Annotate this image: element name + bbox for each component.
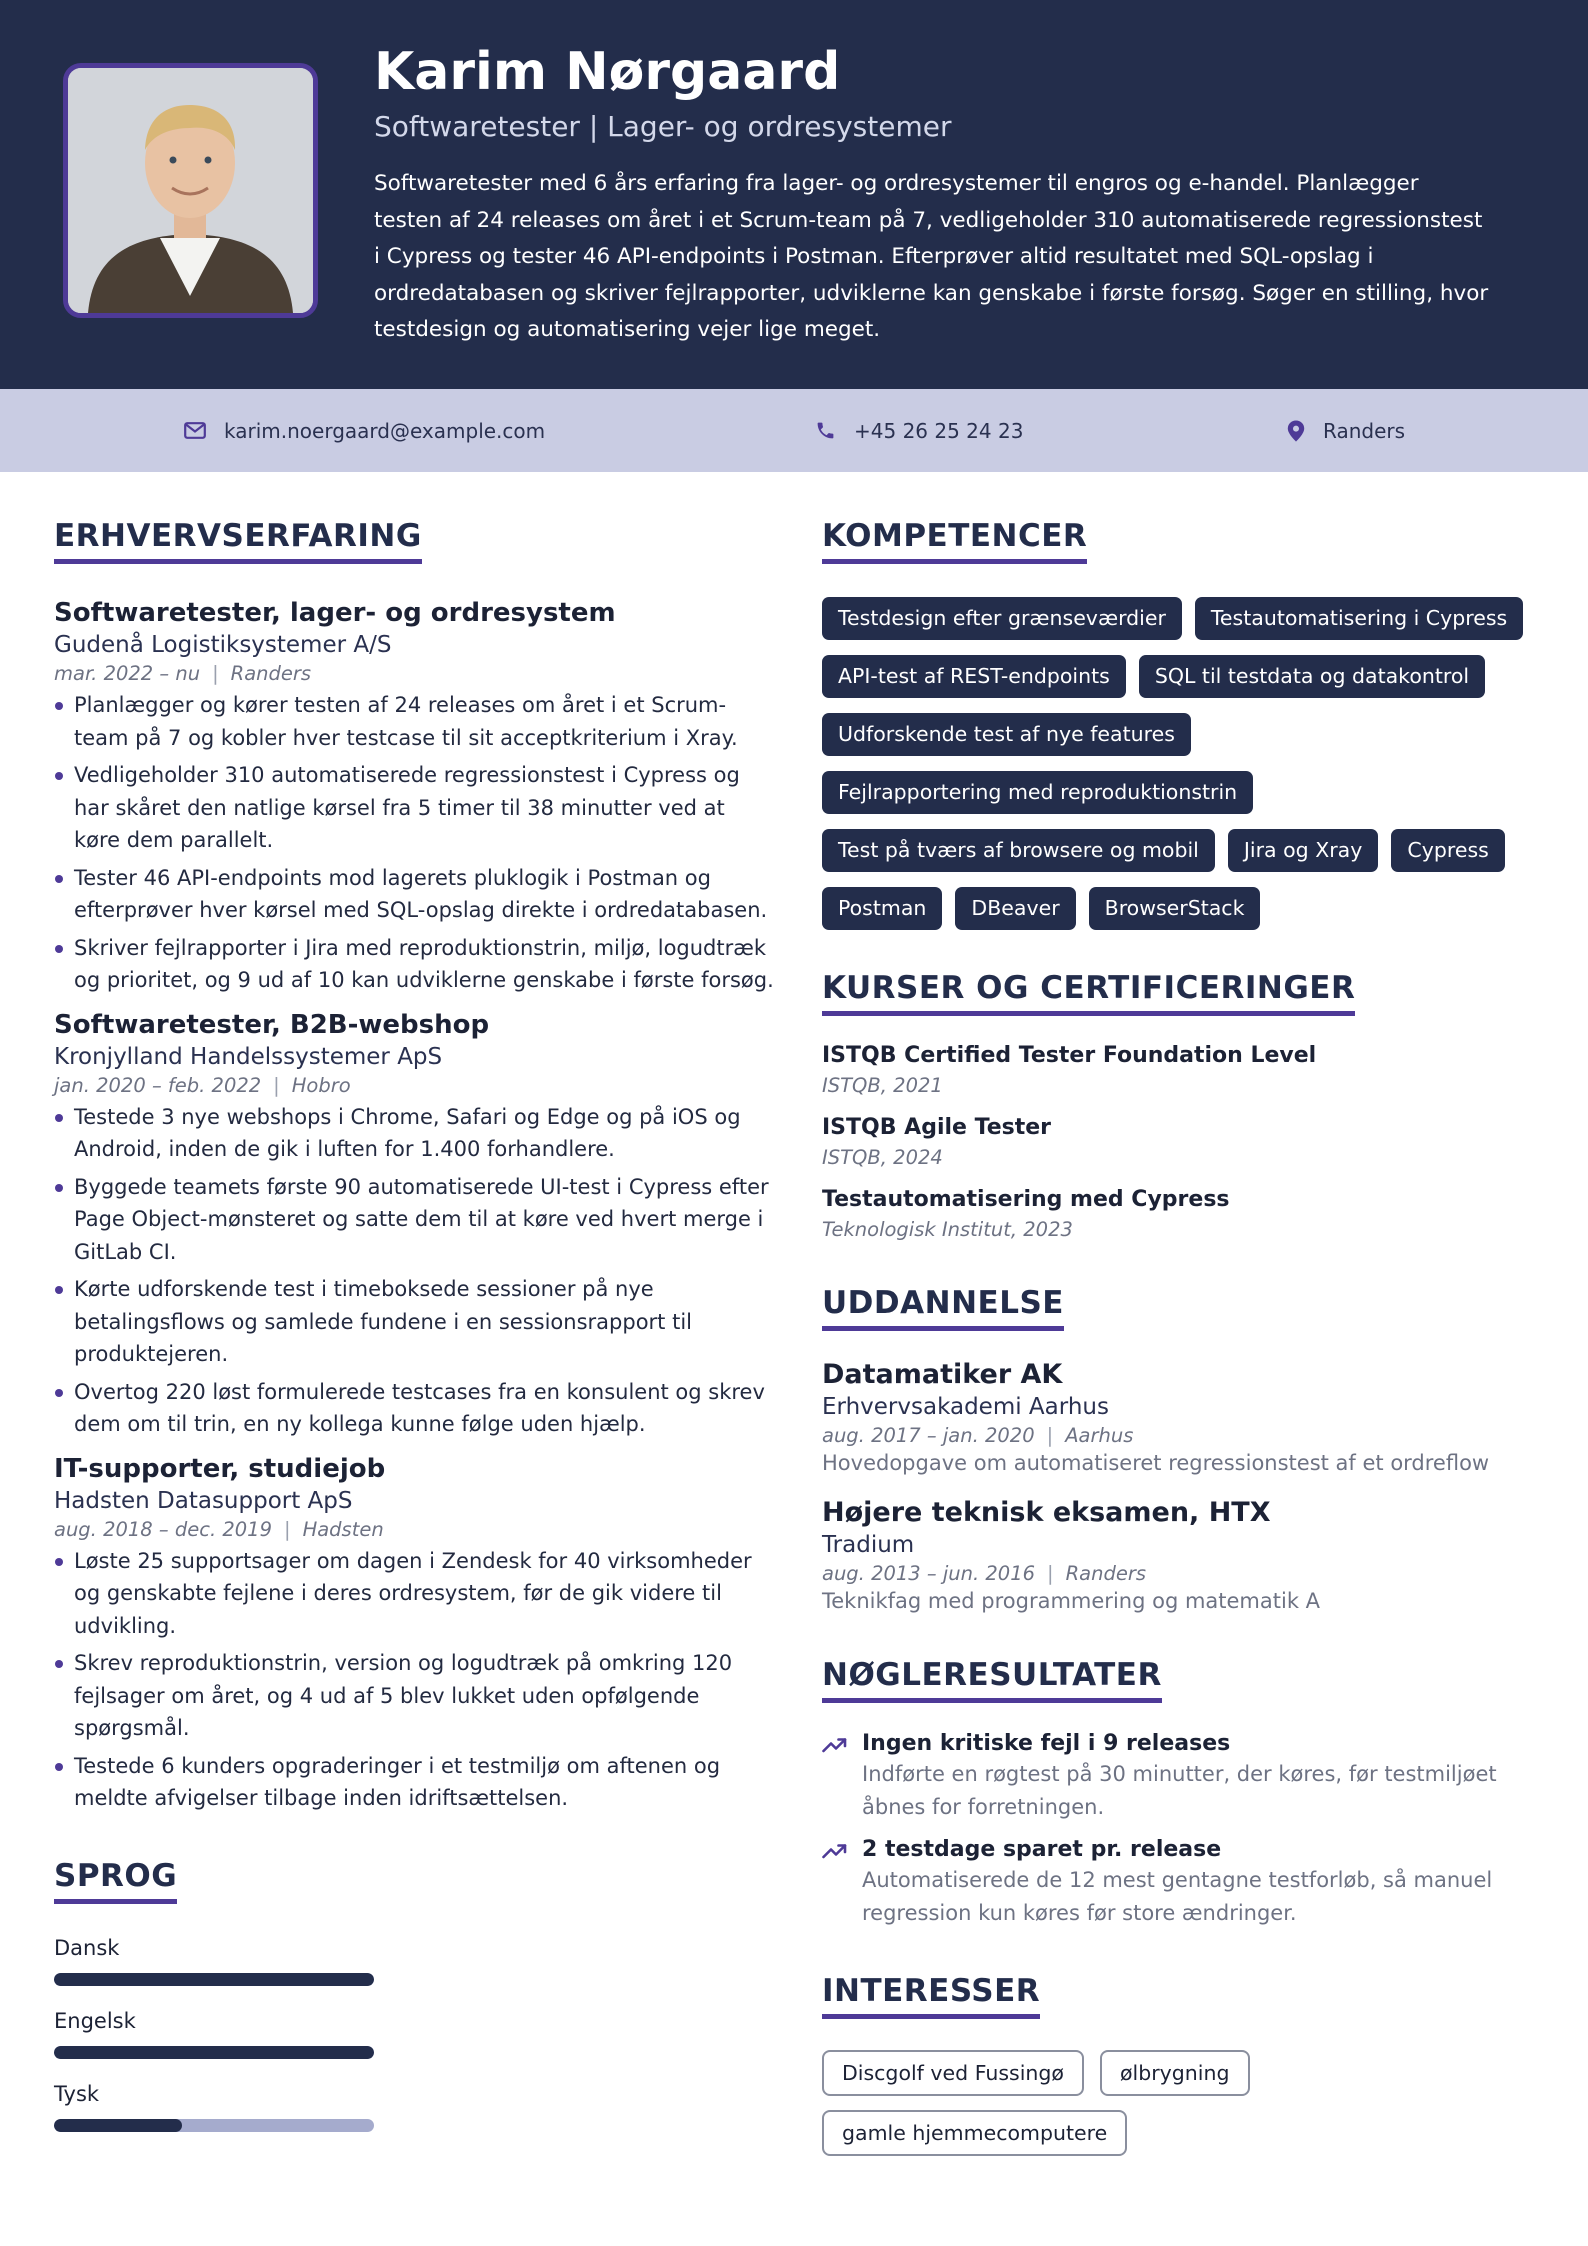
skill-chip: Testdesign efter grænseværdier — [822, 597, 1182, 640]
location-text: Randers — [1323, 418, 1406, 443]
result-description: Indførte en røgtest på 30 minutter, der køres, før testmiljøet åbnes for forretningen. — [862, 1762, 1497, 1819]
language-level-bar — [54, 2046, 374, 2059]
profile-photo — [63, 63, 318, 318]
profile-summary: Softwaretester med 6 års erfaring fra lager- og ordresystemer til engros og e-handel. Planlægger testen af 24 releases om året i et Scrum-team på 7, vedligeholder 310 automatiserede regressionstest i Cypress og tester 46 API-endpoints i Postman. Efterprøver altid resultatet med SQL-opslag i ordredatabasen og skriver fejlrapporter, udviklerne kan genskabe i første forsøg. Søger en stilling, hvor testdesign og automatisering vejer lige meget. — [374, 171, 1489, 342]
education-description: Hovedopgave om automatiseret regressionstest af et ordreflow — [822, 1451, 1490, 1475]
job-bullets — [54, 1545, 774, 1815]
list-item: Tester 46 API-endpoints mod lagerets pluklogik i Postman og efterprøver hver kørsel med SQL-opslag direkte i ordredatabasen. — [54, 862, 774, 927]
interest-tag: ølbrygning — [1100, 2050, 1250, 2096]
skill-chip: Cypress — [1391, 829, 1504, 872]
section-title-education: UDDANNELSE — [822, 1285, 1064, 1331]
left-column — [54, 518, 774, 2132]
result-item — [822, 1837, 1542, 1929]
job-bullets — [54, 689, 774, 997]
contact-bar — [0, 389, 1588, 472]
job-meta: mar. 2022 – nu | Randers — [54, 662, 312, 685]
job-entry — [54, 1454, 774, 1815]
job-title: Softwaretester, B2B-webshop — [54, 1009, 490, 1040]
job-entry — [54, 598, 774, 997]
job-company: Gudenå Logistiksystemer A/S — [54, 632, 392, 658]
person-name: Karim Nørgaard — [374, 42, 841, 102]
section-title-languages: SPROG — [54, 1858, 177, 1904]
section-title-results: NØGLERESULTATER — [822, 1657, 1162, 1703]
skill-chip: SQL til testdata og datakontrol — [1139, 655, 1485, 698]
skill-chip: Jira og Xray — [1228, 829, 1379, 872]
skill-chip: BrowserStack — [1089, 887, 1261, 930]
interest-tag: gamle hjemmecomputere — [822, 2110, 1127, 2156]
list-item: Kørte udforskende test i timeboksede sessioner på nye betalingsflows og samlede fundene i en sessionsrapport til produktejeren. — [54, 1273, 774, 1371]
skill-chips — [822, 597, 1542, 930]
degree-title: Højere teknisk eksamen, HTX — [822, 1497, 1271, 1528]
interest-tag: Discgolf ved Fussingø — [822, 2050, 1084, 2096]
job-entry — [54, 1010, 774, 1441]
list-item: Overtog 220 løst formulerede testcases fra en konsulent og skrev dem om til trin, en ny kollega kunne følge uden hjælp. — [54, 1376, 774, 1441]
trending-up-icon — [822, 1843, 848, 1859]
language-name: Engelsk — [54, 2008, 136, 2033]
skill-chip: Fejlrapportering med reproduktionstrin — [822, 771, 1253, 814]
education-meta: aug. 2013 – jun. 2016 | Randers — [822, 1562, 1147, 1585]
skill-chip: Testautomatisering i Cypress — [1195, 597, 1523, 640]
person-portrait-icon — [68, 68, 313, 313]
person-title: Softwaretester | Lager- og ordresystemer — [374, 110, 952, 143]
skill-chip: Postman — [822, 887, 942, 930]
job-bullets — [54, 1101, 774, 1441]
result-title: Ingen kritiske fejl i 9 releases — [862, 1731, 1231, 1756]
school-name: Erhvervsakademi Aarhus — [822, 1394, 1109, 1420]
language-name: Tysk — [54, 2081, 100, 2106]
section-title-skills: KOMPETENCER — [822, 518, 1087, 564]
course-title: ISTQB Certified Tester Foundation Level — [822, 1043, 1317, 1068]
education-description: Teknikfag med programmering og matematik A — [822, 1589, 1321, 1613]
list-item: Løste 25 supportsager om dagen i Zendesk for 40 virksomheder og genskabte fejlene i deres ordresystem, før de gik videre til udvikling. — [54, 1545, 774, 1643]
interest-tags — [822, 2050, 1522, 2156]
language-item — [54, 2082, 774, 2132]
email-text: karim.noergaard@example.com — [224, 418, 546, 443]
course-item — [822, 1115, 1542, 1169]
list-item: Skrev reproduktionstrin, version og logudtræk på omkring 120 fejlsager om året, og 4 ud af 5 blev lukket uden opfølgende spørgsmål. — [54, 1647, 774, 1745]
list-item: Testede 3 nye webshops i Chrome, Safari og Edge og på iOS og Android, inden de gik i luften for 1.400 forhandlere. — [54, 1101, 774, 1166]
course-meta: Teknologisk Institut, 2023 — [822, 1218, 1073, 1241]
course-item — [822, 1043, 1542, 1097]
location-pin-icon — [1287, 420, 1305, 442]
result-title: 2 testdage sparet pr. release — [862, 1837, 1222, 1862]
language-level-bar — [54, 1973, 374, 1986]
mail-icon — [184, 422, 206, 439]
list-item: Planlægger og kører testen af 24 releases om året i et Scrum-team på 7 og kobler hver testcase til sit acceptkriterium i Xray. — [54, 689, 774, 754]
section-title-experience: ERHVERVSERFARING — [54, 518, 422, 564]
list-item: Skriver fejlrapporter i Jira med reproduktionstrin, miljø, logudtræk og prioritet, og 9 ud af 10 kan udviklerne genskabe i første forsøg. — [54, 932, 774, 997]
header — [0, 0, 1588, 389]
section-title-courses: KURSER OG CERTIFICERINGER — [822, 970, 1355, 1016]
section-title-interests: INTERESSER — [822, 1973, 1040, 2019]
course-title: ISTQB Agile Tester — [822, 1115, 1051, 1140]
job-company: Kronjylland Handelssystemer ApS — [54, 1043, 443, 1070]
language-item — [54, 1936, 774, 1986]
list-item: Vedligeholder 310 automatiserede regressionstest i Cypress og har skåret den natlige kørsel fra 5 timer til 38 minutter ved at køre dem parallelt. — [54, 759, 774, 857]
education-item — [822, 1497, 1542, 1613]
phone-icon — [815, 420, 836, 441]
course-meta: ISTQB, 2021 — [822, 1074, 943, 1097]
job-company: Hadsten Datasupport ApS — [54, 1487, 353, 1514]
job-title: Softwaretester, lager- og ordresystem — [54, 598, 616, 628]
job-meta: aug. 2018 – dec. 2019 | Hadsten — [54, 1517, 384, 1541]
trending-up-icon — [822, 1737, 848, 1753]
skill-chip: DBeaver — [955, 887, 1075, 930]
contact-email[interactable] — [184, 389, 545, 472]
contact-location — [1287, 389, 1405, 472]
course-title: Testautomatisering med Cypress — [822, 1187, 1230, 1212]
result-description: Automatiserede de 12 mest gentagne testforløb, så manuel regression kun køres før store ændringer. — [862, 1868, 1493, 1925]
education-item — [822, 1359, 1542, 1475]
school-name: Tradium — [822, 1532, 915, 1558]
job-meta: jan. 2020 – feb. 2022 | Hobro — [54, 1073, 351, 1097]
phone-text: +45 26 25 24 23 — [854, 418, 1024, 443]
language-name: Dansk — [54, 1935, 120, 1960]
degree-title: Datamatiker AK — [822, 1359, 1063, 1390]
skill-chip: Test på tværs af browsere og mobil — [822, 829, 1215, 872]
job-title: IT-supporter, studiejob — [54, 1453, 386, 1484]
language-item — [54, 2009, 774, 2059]
list-item: Byggede teamets første 90 automatiserede UI-test i Cypress efter Page Object-mønsteret og satte dem til at køre ved hvert merge i GitLab CI. — [54, 1171, 774, 1269]
contact-phone[interactable] — [815, 389, 1023, 472]
course-item — [822, 1187, 1542, 1241]
education-meta: aug. 2017 – jan. 2020 | Aarhus — [822, 1424, 1134, 1447]
list-item: Testede 6 kunders opgraderinger i et testmiljø om aftenen og meldte afvigelser tilbage inden idriftsættelsen. — [54, 1750, 774, 1815]
skill-chip: API-test af REST-endpoints — [822, 655, 1126, 698]
skill-chip: Udforskende test af nye features — [822, 713, 1191, 756]
result-item — [822, 1731, 1542, 1823]
course-meta: ISTQB, 2024 — [822, 1146, 943, 1169]
language-level-bar — [54, 2119, 374, 2132]
right-column — [822, 518, 1542, 2156]
